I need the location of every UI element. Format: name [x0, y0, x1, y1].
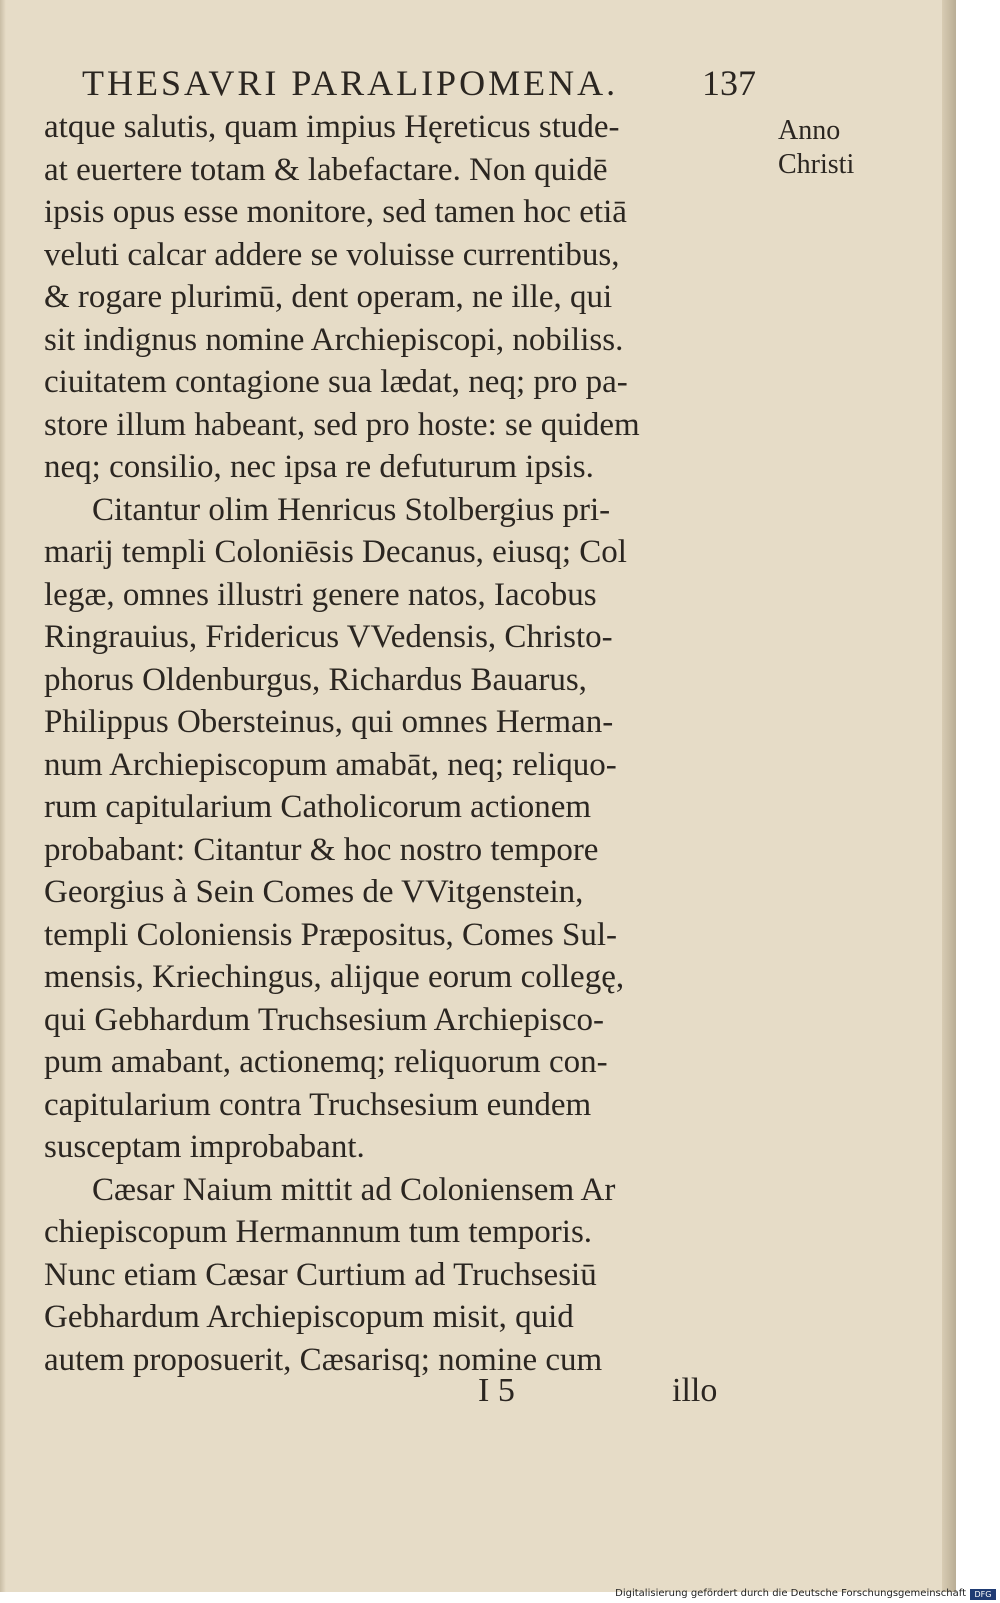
text-line: autem proposuerit, Cæsarisq; nomine cum: [44, 1341, 603, 1378]
text-line: mensis, Kriechingus, alijque eorum collegę,: [44, 959, 625, 995]
text-line: num Archiepiscopum amabāt, neq; reliquo-: [44, 746, 617, 783]
page-footer: [0, 1372, 956, 1422]
text-line: phorus Oldenburgus, Richardus Bauarus,: [44, 661, 587, 698]
text-line: rum capitularium Catholicorum actionem: [44, 789, 592, 825]
text-line: templi Coloniensis Præpositus, Comes Sul-: [44, 916, 617, 953]
text-line: Ringrauius, Fridericus VVedensis, Christo-: [44, 619, 613, 655]
text-line: capitularium contra Truchsesium eundem: [44, 1086, 592, 1123]
text-line: atque salutis, quam impius Hęreticus stude-: [44, 109, 620, 145]
text-line: probabant: Citantur & hoc nostro tempore: [44, 831, 599, 868]
text-line: susceptam improbabant.: [44, 1129, 365, 1165]
text-line: sit indignus nomine Archiepiscopi, nobiliss.: [44, 321, 624, 358]
text-line: store illum habeant, sed pro hoste: se quidem: [44, 406, 640, 443]
digitization-credit: Digitalisierung gefördert durch die Deutsche Forschungsgemeinschaft: [615, 1588, 966, 1599]
text-line: neq; consilio, nec ipsa re defuturum ipsis.: [44, 449, 594, 485]
text-line: Gebhardum Archiepiscopum misit, quid: [44, 1299, 574, 1335]
page-gutter-shade: [0, 0, 6, 1592]
margin-note: [778, 114, 854, 182]
margin-note-line: Christi: [778, 149, 855, 180]
text-line: & rogare plurimū, dent operam, ne ille, qui: [44, 279, 613, 315]
signature-mark: I 5: [478, 1372, 515, 1409]
body-text: [44, 106, 764, 1381]
running-title: THESAVRI PARALIPOMENA.: [82, 63, 619, 103]
paragraph-start-line: Citantur olim Henricus Stolbergius pri-: [92, 491, 611, 528]
text-line: marij templi Coloniēsis Decanus, eiusq; Col: [44, 534, 627, 570]
page-edge-shadow: [942, 0, 956, 1592]
text-line: pum amabant, actionemq; reliquorum con-: [44, 1044, 608, 1080]
page-number: 137: [702, 63, 756, 103]
text-line: at euertere totam & labefactare. Non quidē: [44, 151, 608, 188]
margin-note-line: Anno: [778, 115, 841, 146]
text-line: chiepiscopum Hermannum tum temporis.: [44, 1214, 593, 1250]
text-line: Georgius à Sein Comes de VVitgenstein,: [44, 874, 584, 910]
catchword: illo: [672, 1372, 718, 1409]
dfg-logo: DFG: [970, 1589, 996, 1600]
text-line: Nunc etiam Cæsar Curtium ad Truchsesiū: [44, 1256, 597, 1293]
text-line: ciuitatem contagione sua lædat, neq; pro pa-: [44, 364, 628, 400]
text-line: qui Gebhardum Truchsesium Archiepisco-: [44, 1001, 605, 1038]
running-header: [82, 62, 782, 104]
text-line: Philippus Obersteinus, qui omnes Herman-: [44, 704, 614, 740]
paragraph-start-line: Cæsar Naium mittit ad Coloniensem Ar: [92, 1171, 616, 1208]
text-line: veluti calcar addere se voluisse currentibus,: [44, 236, 620, 273]
text-line: ipsis opus esse monitore, sed tamen hoc etiā: [44, 194, 627, 230]
text-line: legæ, omnes illustri genere natos, Iacobus: [44, 576, 597, 613]
